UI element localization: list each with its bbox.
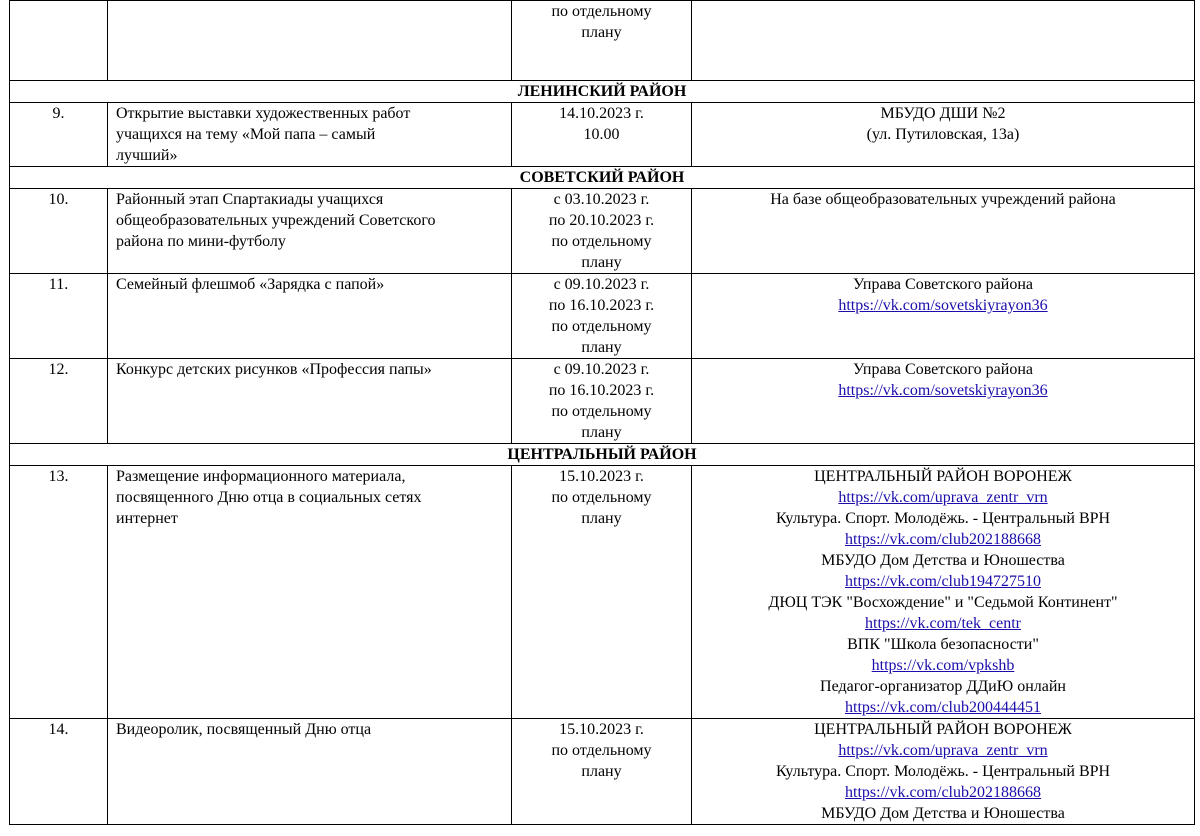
event-line: Конкурс детских рисунков «Профессия папы» (116, 361, 432, 378)
date-cell (512, 189, 692, 274)
place-cell (692, 274, 1195, 359)
vk-link[interactable]: https://vk.com/club202188668 (845, 784, 1041, 801)
org-name: Культура. Спорт. Молодёжь. - Центральный ВРН (775, 763, 1111, 780)
district-header-row (10, 81, 1195, 103)
table-row (10, 103, 1195, 167)
event-line: интернет (116, 510, 178, 527)
event-line: учащихся на тему «Мой папа – самый (116, 126, 376, 143)
vk-link[interactable]: https://vk.com/sovetskiyrayon36 (838, 382, 1048, 399)
date-line: с 09.10.2023 г. (553, 361, 650, 378)
date-cell (512, 719, 692, 825)
date-cell (512, 466, 692, 719)
event-cell (108, 103, 512, 167)
events-table (9, 0, 1195, 825)
table-row (10, 719, 1195, 825)
district-heading: ЛЕНИНСКИЙ РАЙОН (10, 81, 1195, 103)
date-line: плану (581, 510, 622, 527)
vk-link[interactable]: https://vk.com/sovetskiyrayon36 (838, 297, 1048, 314)
row-number: 13. (10, 466, 108, 719)
event-cell (108, 719, 512, 825)
row-number: 10. (10, 189, 108, 274)
vk-link[interactable]: https://vk.com/uprava_zentr_vrn (838, 489, 1048, 506)
event-line: Семейный флешмоб «Зарядка с папой» (116, 276, 385, 293)
vk-link[interactable]: https://vk.com/uprava_zentr_vrn (838, 742, 1048, 759)
vk-link[interactable]: https://vk.com/vpkshb (871, 657, 1015, 674)
event-line: общеобразовательных учреждений Советского (116, 212, 436, 229)
org-name: ДЮЦ ТЭК "Восхождение" и "Седьмой Континент" (768, 594, 1118, 611)
event-line: Районный этап Спартакиады учащихся (116, 191, 384, 208)
event-cell (108, 189, 512, 274)
event-line: посвященного Дню отца в социальных сетях (116, 489, 422, 506)
place-cell (692, 189, 1195, 274)
date-line: 14.10.2023 г. (559, 105, 644, 122)
date-line: по отдельному (551, 3, 652, 20)
event-line: Видеоролик, посвященный Дню отца (116, 721, 372, 738)
date-line: с 03.10.2023 г. (553, 191, 650, 208)
district-header-row (10, 167, 1195, 189)
event-cell (108, 1, 512, 81)
event-cell (108, 274, 512, 359)
date-line: по отдельному (551, 489, 652, 506)
date-line: с 09.10.2023 г. (553, 276, 650, 293)
vk-link[interactable]: https://vk.com/tek_centr (865, 615, 1021, 632)
date-line: 15.10.2023 г. (559, 468, 644, 485)
org-name: ЦЕНТРАЛЬНЫЙ РАЙОН ВОРОНЕЖ (814, 468, 1072, 485)
event-line: района по мини-футболу (116, 233, 286, 250)
row-number-cell (10, 1, 108, 81)
date-line: плану (581, 254, 622, 271)
date-cell (512, 359, 692, 444)
org-name: ВПК "Школа безопасности" (847, 636, 1039, 653)
event-line: лучший» (116, 147, 178, 164)
place-line: Управа Советского района (852, 276, 1033, 293)
event-cell (108, 359, 512, 444)
vk-link[interactable]: https://vk.com/club200444451 (845, 699, 1041, 716)
date-line: плану (581, 763, 622, 780)
place-line: МБУДО ДШИ №2 (880, 105, 1006, 122)
table-row (10, 189, 1195, 274)
date-line: 15.10.2023 г. (559, 721, 644, 738)
org-name: Педагог-организатор ДДиЮ онлайн (820, 678, 1066, 695)
place-line: На базе общеобразовательных учреждений района (770, 191, 1116, 208)
district-heading: СОВЕТСКИЙ РАЙОН (10, 167, 1195, 189)
place-cell (692, 103, 1195, 167)
date-cell (512, 103, 692, 167)
date-line: 10.00 (583, 126, 620, 143)
place-cell (692, 359, 1195, 444)
place-cell (692, 466, 1195, 719)
event-cell (108, 466, 512, 719)
date-line: по отдельному (551, 403, 652, 420)
place-cell (692, 1, 1195, 81)
event-line: Открытие выставки художественных работ (116, 105, 411, 122)
event-line: Размещение информационного материала, (116, 468, 406, 485)
place-line: Управа Советского района (852, 361, 1033, 378)
row-number: 11. (10, 274, 108, 359)
org-name: ЦЕНТРАЛЬНЫЙ РАЙОН ВОРОНЕЖ (814, 721, 1072, 738)
org-name: МБУДО Дом Детства и Юношества (821, 552, 1065, 569)
table-row (10, 359, 1195, 444)
date-line: по 16.10.2023 г. (548, 382, 655, 399)
date-line: плану (581, 339, 622, 356)
date-cell (512, 274, 692, 359)
table-row (10, 274, 1195, 359)
district-header-row (10, 444, 1195, 466)
place-line: (ул. Путиловская, 13а) (866, 126, 1020, 143)
date-line: по отдельному (551, 318, 652, 335)
org-name: МБУДО Дом Детства и Юношества (821, 805, 1065, 822)
org-name: Культура. Спорт. Молодёжь. - Центральный ВРН (775, 510, 1111, 527)
place-cell (692, 719, 1195, 825)
row-number: 9. (10, 103, 108, 167)
table-row (10, 466, 1195, 719)
date-line: по отдельному (551, 742, 652, 759)
date-cell (512, 1, 692, 81)
vk-link[interactable]: https://vk.com/club194727510 (845, 573, 1041, 590)
date-line: плану (581, 24, 622, 41)
table-row (10, 1, 1195, 81)
date-line: по отдельному (551, 233, 652, 250)
date-line: по 16.10.2023 г. (548, 297, 655, 314)
date-line: по 20.10.2023 г. (548, 212, 655, 229)
vk-link[interactable]: https://vk.com/club202188668 (845, 531, 1041, 548)
row-number: 12. (10, 359, 108, 444)
date-line: плану (581, 424, 622, 441)
row-number: 14. (10, 719, 108, 825)
district-heading: ЦЕНТРАЛЬНЫЙ РАЙОН (10, 444, 1195, 466)
